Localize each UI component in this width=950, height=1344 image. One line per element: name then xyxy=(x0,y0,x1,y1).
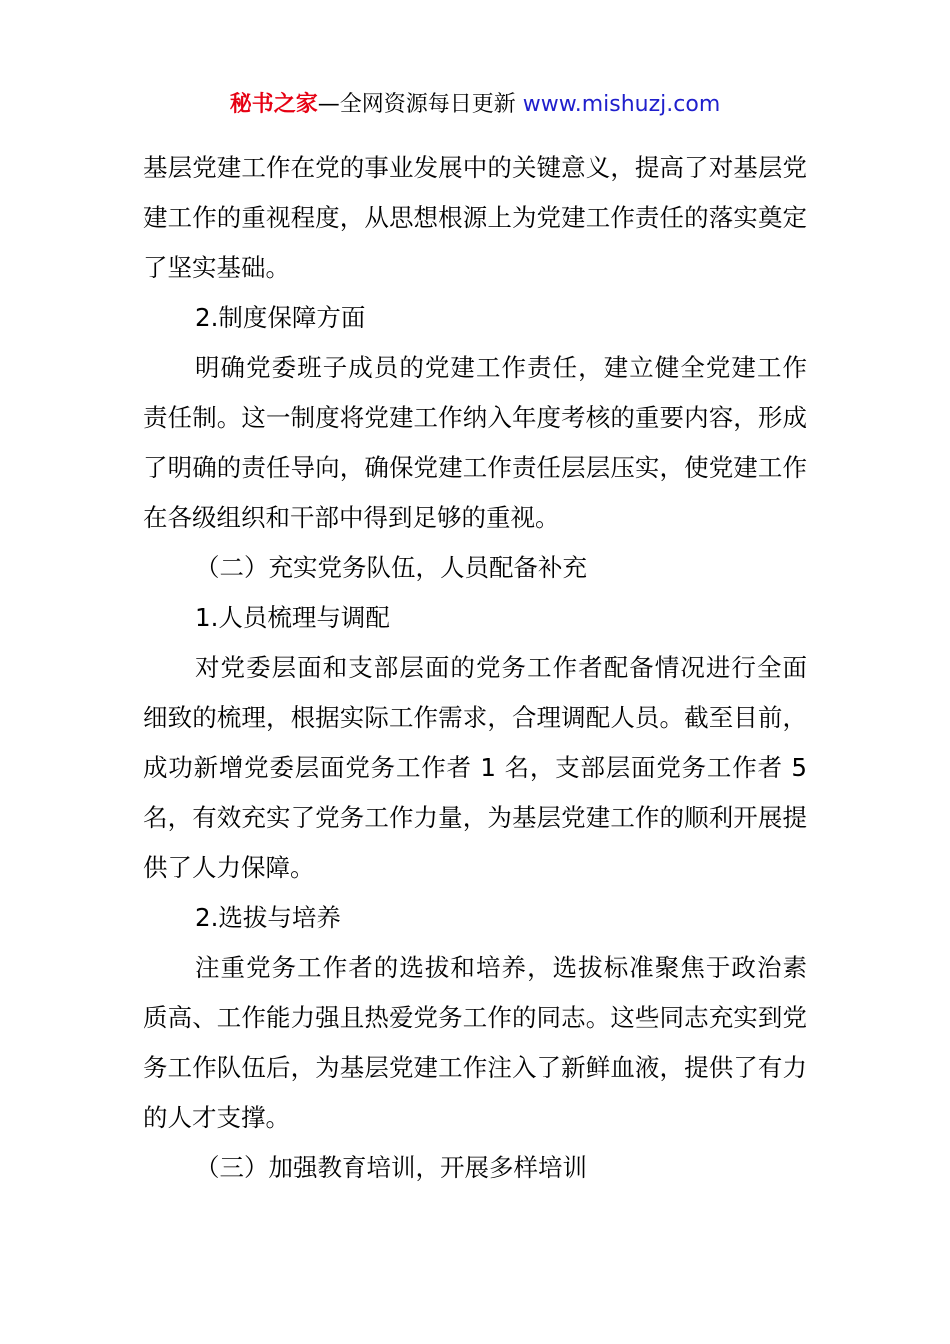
subheading: 1.人员梳理与调配 xyxy=(195,603,390,632)
document-body xyxy=(143,143,807,1193)
header-brand: 秘书之家 xyxy=(229,92,318,117)
subheading: 2.制度保障方面 xyxy=(195,303,366,332)
paragraph: 对党委层面和支部层面的党务工作者配备情况进行全面细致的梳理，根据实际工作需求，合理调配人员。截至目前，成功新增党委层面党务工作者 1 名，支部层面党务工作者 5 名，有效充实了党务工作力量，为基层党建工作的顺利开展提供了人力保障。 xyxy=(143,653,807,882)
header-url-link[interactable]: www.mishuzj.com xyxy=(522,92,721,117)
paragraph: 基层党建工作在党的事业发展中的关键意义，提高了对基层党建工作的重视程度，从思想根源上为党建工作责任的落实奠定了坚实基础。 xyxy=(143,153,807,282)
header-slogan: —全网资源每日更新 xyxy=(317,92,516,117)
section-heading: （二）充实党务队伍，人员配备补充 xyxy=(195,553,587,582)
section-heading: （三）加强教育培训，开展多样培训 xyxy=(195,1153,587,1182)
paragraph: 注重党务工作者的选拔和培养，选拔标准聚焦于政治素质高、工作能力强且热爱党务工作的同志。这些同志充实到党务工作队伍后，为基层党建工作注入了新鲜血液，提供了有力的人才支撑。 xyxy=(143,953,807,1132)
paragraph: 明确党委班子成员的党建工作责任，建立健全党建工作责任制。这一制度将党建工作纳入年度考核的重要内容，形成了明确的责任导向，确保党建工作责任层层压实，使党建工作在各级组织和干部中得到足够的重视。 xyxy=(143,353,807,532)
subheading: 2.选拔与培养 xyxy=(195,903,341,932)
page-header xyxy=(0,88,950,122)
